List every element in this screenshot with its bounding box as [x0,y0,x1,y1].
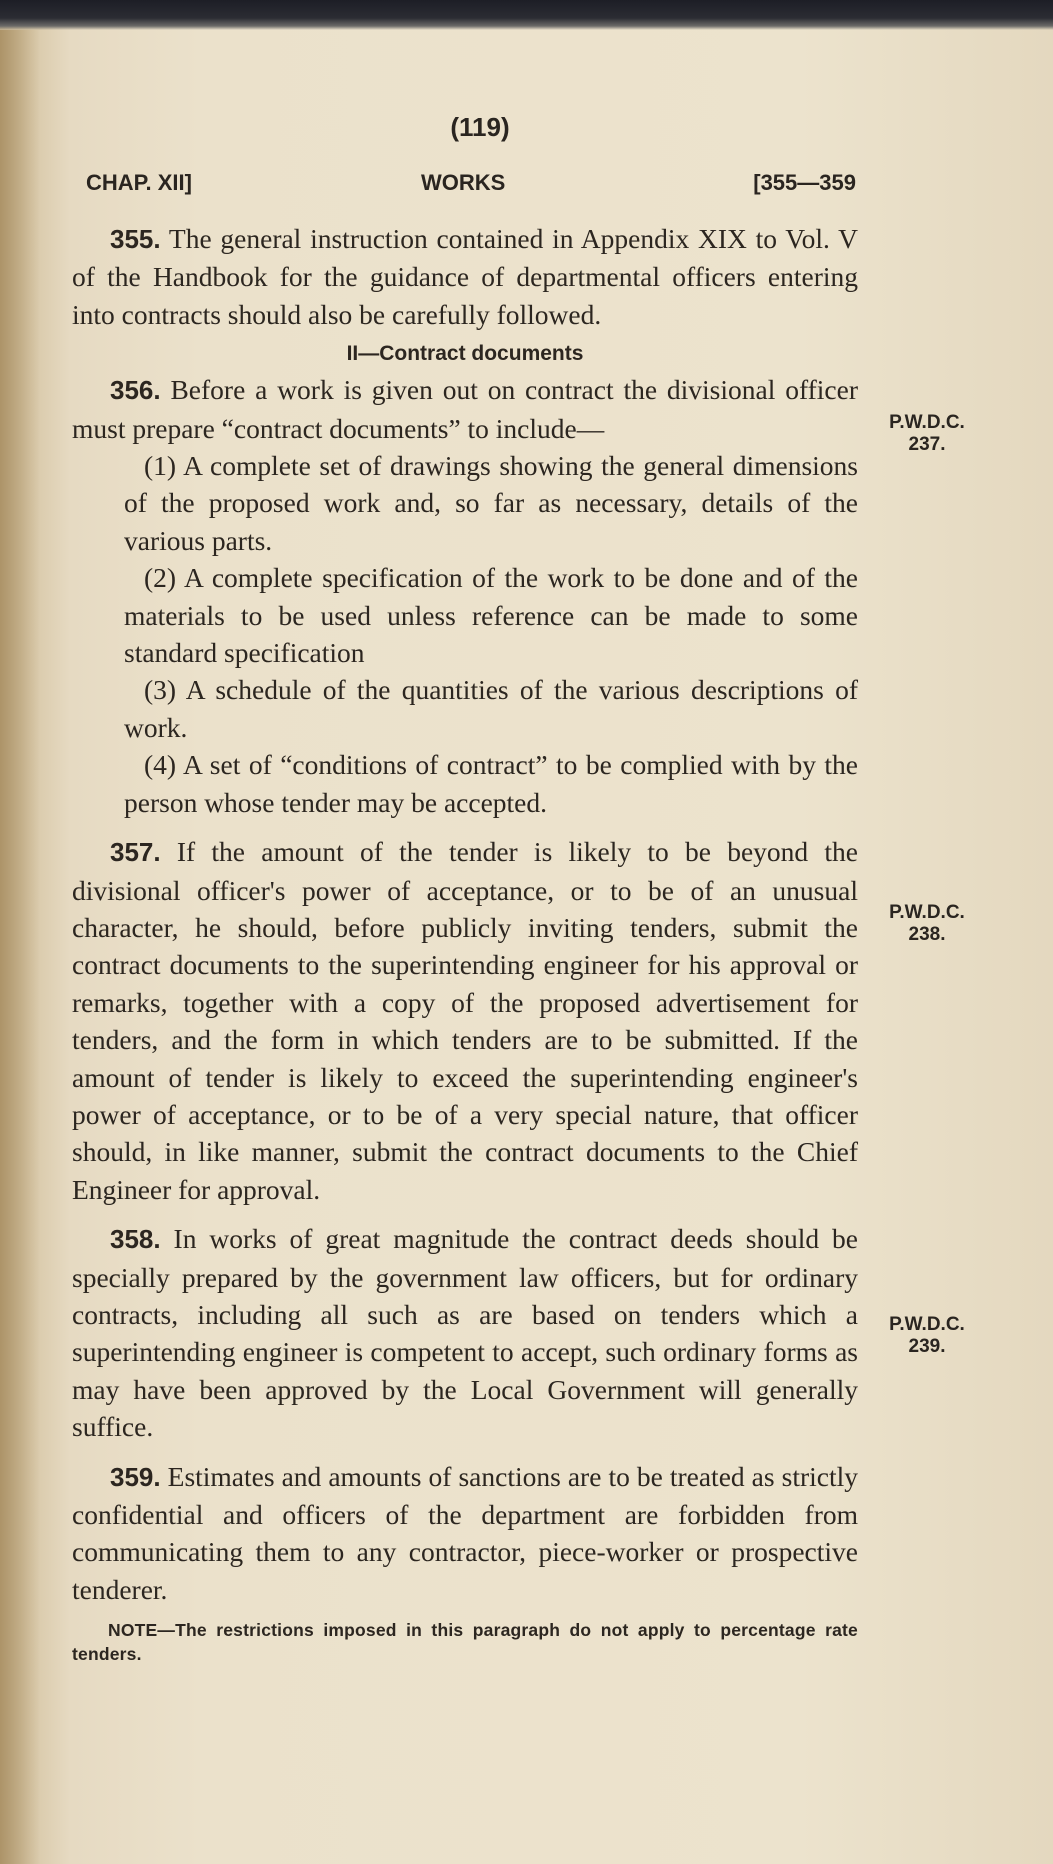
paragraph-355 [72,220,858,333]
list-item: (3) A schedule of the quantities of the various descriptions of work. [124,674,858,743]
margin-ref-number: 238. [908,924,946,945]
paragraph-number: 358. [110,1224,161,1255]
margin-reference-237 [872,412,982,456]
running-head [86,170,856,200]
paragraph-357 [72,833,858,1208]
paragraph-356 [72,371,858,447]
list-item: (4) A set of “conditions of contract” to be complied with by the person whose tender may be accepted. [124,749,858,818]
paragraph-text: The general instruction contained in Appendix XIX to Vol. V of the Handbook for the guidance of departmental officers entering into contracts should also be carefully followed. [72,223,858,330]
paragraph-text: In works of great magnitude the contract deeds should be specially prepared by the government law officers, but for ordinary contracts, including all such as are based on tenders which a superintending engineer is competent to accept, such ordinary forms as may have been approved by the Local Government will generally suffice. [72,1223,858,1443]
paragraph-359 [72,1458,858,1609]
section-title: WORKS [421,170,506,195]
paragraph-number: 356. [110,375,161,406]
paragraph-358 [72,1220,858,1445]
paragraph-text: Estimates and amounts of sanctions are to be treated as strictly confidential and officers of the department are forbidden from communicating them to any contractor, piece-worker or prospective tenderer. [72,1460,858,1605]
body-text [72,220,858,1666]
subheading: II—Contract documents [346,342,584,366]
margin-reference-239 [872,1314,982,1358]
paragraph-text: If the amount of the tender is likely to be beyond the divisional officer's power of acceptance, or to be of an unusual character, he should, before publicly inviting tenders, submit the contract documents to the superintending engineer for his approval or remarks, together with a copy of the proposed advertisement for tenders, and the form in which tenders are to be submitted. If the amount of tender is likely to exceed the superintending engineer's power of acceptance, or to be of a very special nature, that officer should, in like manner, submit the contract documents to the Chief Engineer for approval. [72,836,859,1205]
margin-reference-238 [872,902,982,946]
margin-ref-code: P.W.D.C. [889,1314,965,1335]
margin-ref-code: P.W.D.C. [889,412,965,433]
margin-ref-number: 237. [908,434,946,455]
paragraph-number: 355. [110,224,161,254]
paragraph-text: Before a work is given out on contract the divisional officer must prepare “contract documents” to include— [72,374,858,444]
note: NOTE—The restrictions imposed in this paragraph do not apply to percentage rate tenders. [72,1620,858,1665]
list-item: (2) A complete specification of the work to be done and of the materials to be used unless reference can be made to some standard specification [124,562,858,669]
margin-ref-code: P.W.D.C. [889,902,965,923]
paragraph-number: 359. [110,1461,161,1492]
page-top-edge [0,0,1053,30]
binding-shadow [0,30,40,1864]
chapter-label: CHAP. XII] [86,170,192,195]
paragraph-number: 357. [110,837,161,868]
page-number: (119) [450,112,510,142]
margin-ref-number: 239. [908,1336,946,1357]
list-item: (1) A complete set of drawings showing the general dimensions of the proposed work and, so far as necessary, details of the various parts. [124,450,858,556]
paragraph-range: [355—359 [753,170,856,195]
